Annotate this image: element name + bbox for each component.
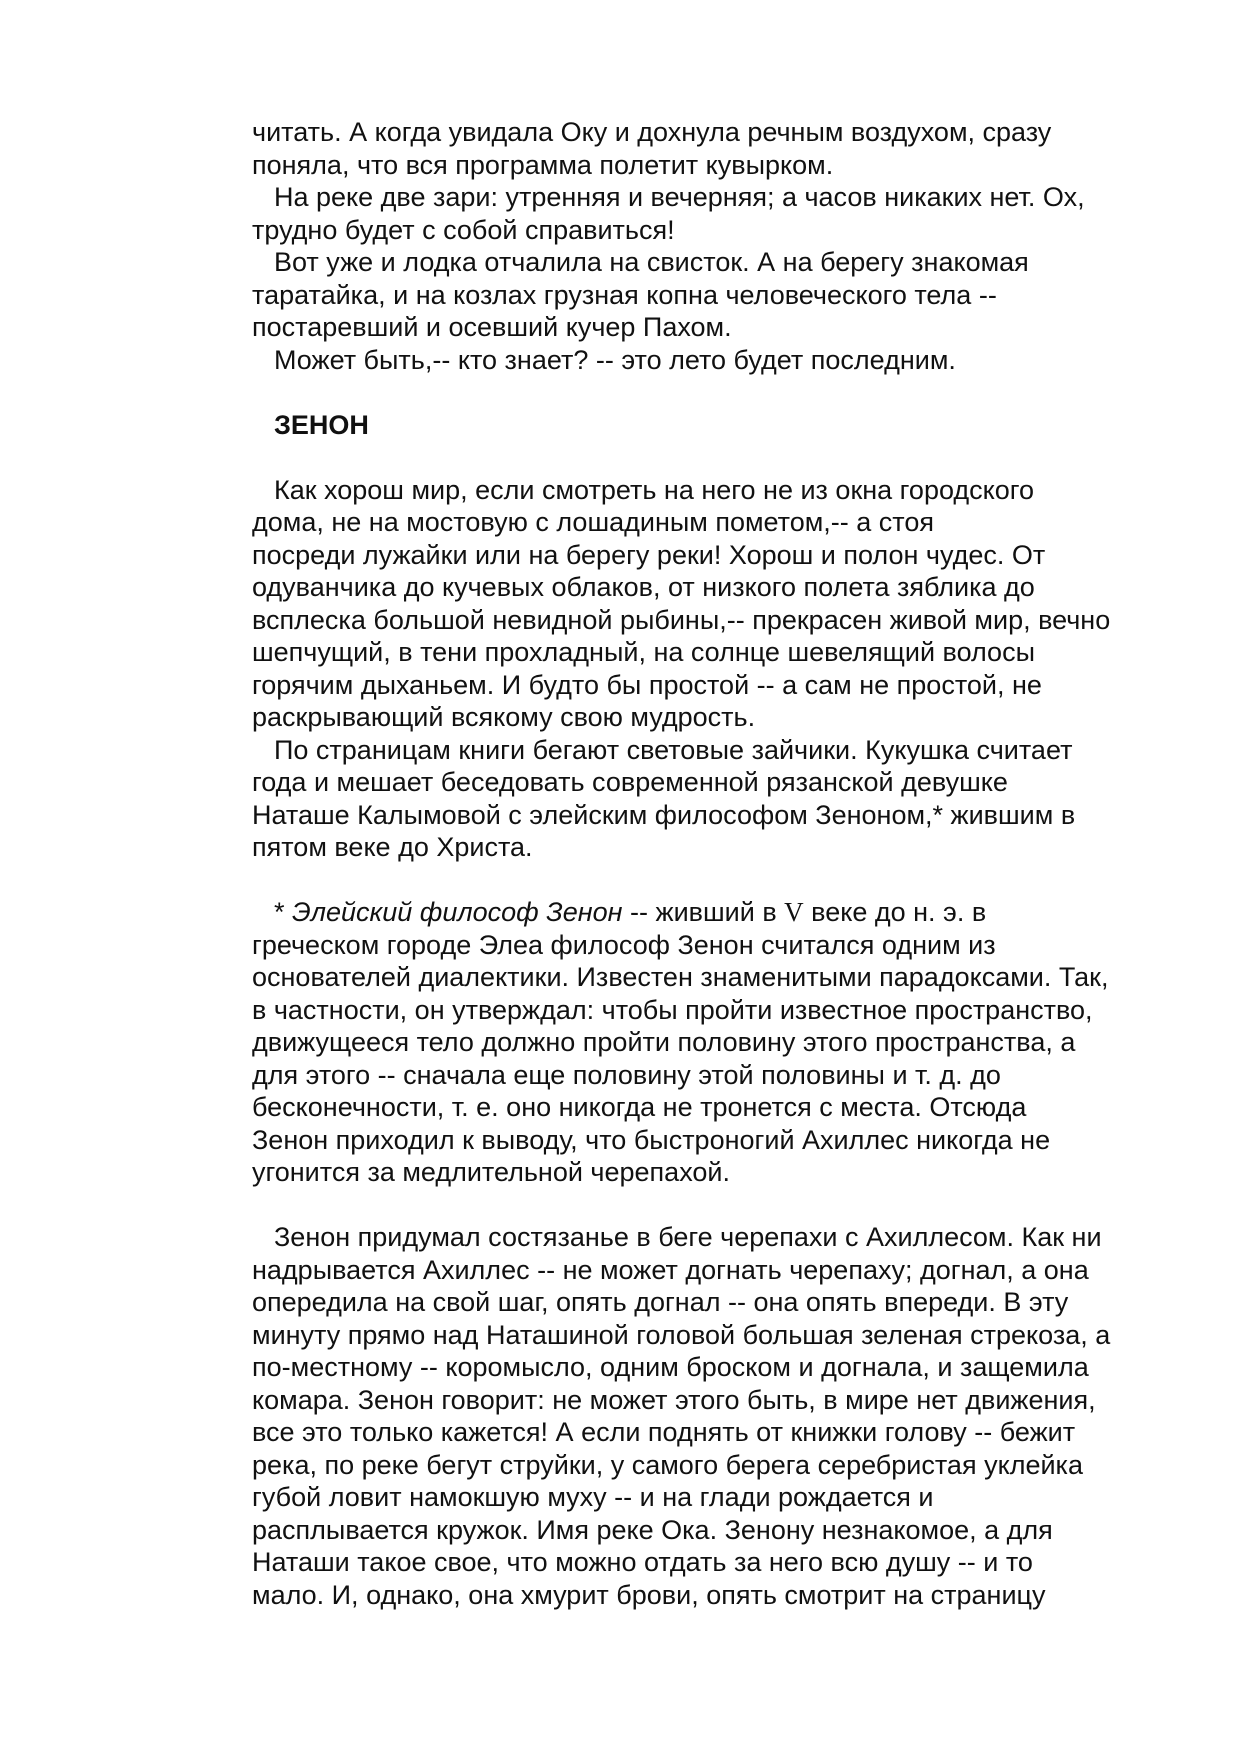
text-line: раскрывающий всякому свою мудрость. [252, 702, 756, 732]
text-line: посреди лужайки или на берегу реки! Хорош и полон чудес. От [252, 539, 1046, 570]
text-line: мало. И, однако, она хмурит брови, опять смотрит на страницу [252, 1579, 1046, 1610]
text-line: бесконечности, т. е. оно никогда не тронется с места. Отсюда [252, 1092, 1027, 1122]
text-line: читать. А когда увидала Оку и дохнула речным воздухом, сразу [252, 117, 1052, 147]
paragraph [252, 344, 1152, 377]
footnote-text: -- живший в [622, 897, 785, 927]
text-line: Наташи такое свое, что можно отдать за него всю душу -- и то [252, 1547, 1033, 1577]
spacer [252, 1189, 1152, 1222]
roman-numeral: V [784, 897, 804, 927]
paragraph [252, 246, 1152, 344]
text-line: Как хорош мир, если смотреть на него не из окна городского [274, 474, 1035, 505]
paragraph [252, 181, 1152, 246]
text-line: всплеска большой невидной рыбины,-- прекрасен живой мир, вечно [252, 604, 1111, 635]
text-line: поняла, что вся программа полетит кувырком. [252, 149, 834, 180]
text-line: одуванчика до кучевых облаков, от низкого полета зяблика до [252, 572, 1035, 602]
text-line: Вот уже и лодка отчалила на свисток. А на берегу знакомая [274, 247, 1029, 277]
text-line: постаревший и осевший кучер Пахом. [252, 312, 732, 342]
text-line: река, по реке бегут струйки, у самого берега серебристая уклейка [252, 1449, 1083, 1480]
text-line: греческом городе Элеа философ Зенон считался одним из [252, 929, 996, 960]
text-line: комара. Зенон говорит: не может этого быть, в мире нет движения, [252, 1384, 1096, 1415]
footnote-first-line [252, 896, 1152, 929]
text-line: основателей диалектики. Известен знаменитыми парадоксами. Так, [252, 962, 1109, 992]
text-line: для этого -- сначала еще половину этой половины и т. д. до [252, 1059, 1001, 1090]
text-line: расплывается кружок. Имя реке Ока. Зенону незнакомое, а для [252, 1514, 1053, 1545]
text-line: горячим дыханьем. И будто бы простой -- а сам не простой, не [252, 669, 1042, 700]
text-line: опередила на свой шаг, опять догнал -- она опять впереди. В эту [252, 1287, 1069, 1317]
section-heading: ЗЕНОН [274, 409, 369, 440]
spacer [252, 376, 1152, 409]
text-line: губой ловит намокшую муху -- и на глади рождается и [252, 1482, 934, 1512]
footnote-term: Элейский философ Зенон [292, 897, 623, 927]
paragraph [252, 734, 1152, 864]
text-line: трудно будет с собой справиться! [252, 214, 675, 245]
footnote-marker: * [274, 897, 293, 927]
text-line: угонится за медлительной черепахой. [252, 1157, 730, 1187]
text-line: пятом веке до Христа. [252, 832, 533, 862]
text-line: надрывается Ахиллес -- не может догнать черепаху; догнал, а она [252, 1254, 1089, 1285]
paragraph [252, 1221, 1152, 1611]
text-line: в частности, он утверждал: чтобы пройти известное пространство, [252, 994, 1093, 1025]
text-line: по-местному -- коромысло, одним броском и догнала, и защемила [252, 1352, 1089, 1382]
spacer [252, 864, 1152, 897]
text-line: Наташе Калымовой с элейским философом Зеноном,* жившим в [252, 799, 1076, 830]
paragraph [252, 474, 1152, 734]
text-line: Может быть,-- кто знает? -- это лето будет последним. [274, 344, 956, 375]
text-line: шепчущий, в тени прохладный, на солнце шевелящий волосы [252, 637, 1035, 667]
paragraph [252, 116, 1152, 181]
document-page [252, 116, 1152, 1611]
text-line: Зенон приходил к выводу, что быстроногий Ахиллес никогда не [252, 1124, 1051, 1155]
text-line: таратайка, и на козлах грузная копна человеческого тела -- [252, 279, 997, 310]
text-line: движущееся тело должно пройти половину этого пространства, а [252, 1027, 1076, 1057]
text-line: На реке две зари: утренняя и вечерняя; а часов никаких нет. Ох, [274, 182, 1085, 212]
text-line: все это только кажется! А если поднять от книжки голову -- бежит [252, 1417, 1076, 1447]
text-line: минуту прямо над Наташиной головой большая зеленая стрекоза, а [252, 1319, 1111, 1350]
text-line: По страницам книги бегают световые зайчики. Кукушка считает [274, 734, 1073, 765]
footnote [252, 896, 1152, 1189]
text-line: Зенон придумал состязанье в беге черепахи с Ахиллесом. Как ни [274, 1222, 1102, 1252]
spacer [252, 441, 1152, 474]
text-line: года и мешает беседовать современной рязанской девушке [252, 767, 1008, 797]
footnote-text: веке до н. э. в [803, 897, 987, 927]
text-line: дома, не на мостовую с лошадиным пометом,-- а стоя [252, 507, 935, 537]
